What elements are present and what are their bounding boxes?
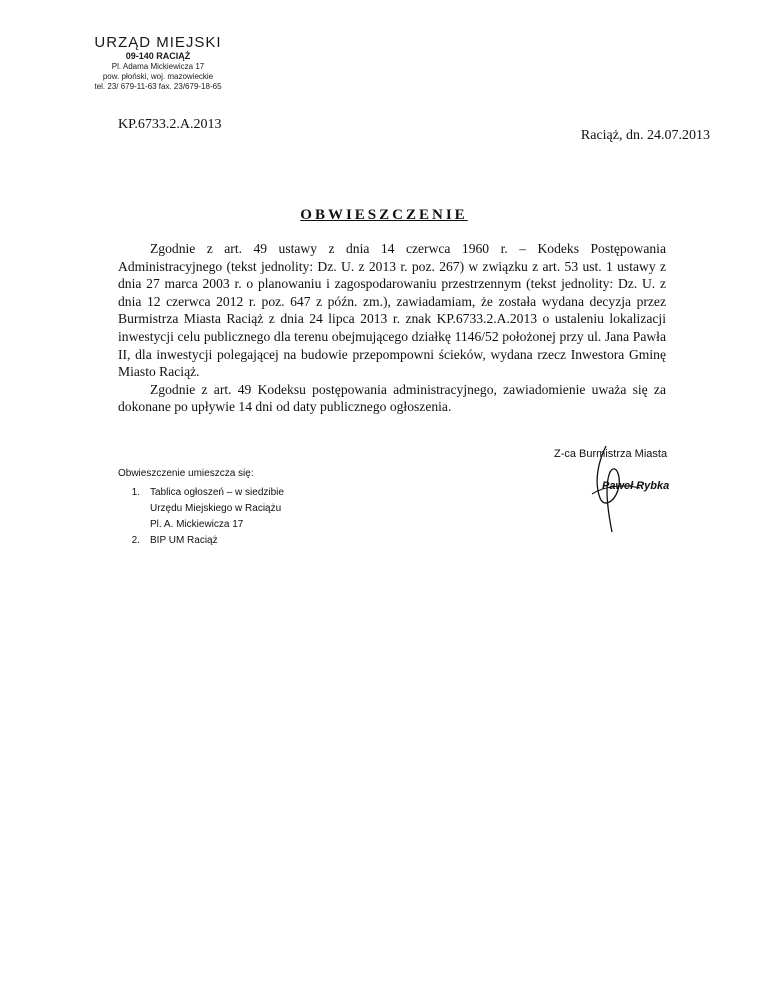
stamp-title: URZĄD MIEJSKI — [94, 34, 222, 51]
list-item — [118, 533, 378, 549]
place-date: Raciąż, dn. 24.07.2013 — [580, 128, 710, 143]
body-paragraph-1: Zgodnie z art. 49 ustawy z dnia 14 czerwca 1960 r. – Kodeks Postępowania Administracyjnego (tekst jednolity: Dz. U. z 2013 r. poz. 267) w związku z art. 53 ust. 1 ustawy z dnia 27 marca 2003 r. o planowaniu i zagospodarowaniu przestrzennym (tekst jednolity: Dz. U. z dnia 12 czerwca 2012 r. poz. 647 z późn. zm.), zawiadamiam, że została wydana decyzja przez Burmistrza Miasta Raciąż z dnia 24 lipca 2013 r. znak KP.6733.2.A.2013 o ustaleniu lokalizacji inwestycji celu publicznego dla terenu obejmującego działkę 1146/52 położonej przy ul. Jana Pawła II, dla inwestycji polegającej na budowie przepompowni ścieków, wydana rzecz Inwestora Gminę Miasto Raciąż. — [118, 241, 666, 380]
list-item-text: Pl. A. Mickiewicza 17 — [150, 519, 244, 530]
handwritten-signature-icon — [584, 442, 644, 542]
document-heading: OBWIESZCZENIE — [300, 207, 468, 223]
stamp-zip-city: 09-140 RACIĄŻ — [125, 51, 191, 61]
list-item-number: 1. — [131, 487, 140, 498]
list-item-text: BIP UM Raciąż — [150, 535, 218, 546]
notice-title: Obwieszczenie umieszcza się: — [118, 468, 254, 479]
signatory-title: Z-ca Burmistrza Miasta — [554, 448, 668, 460]
list-item-text: Tablica ogłoszeń – w siedzibie — [150, 487, 284, 498]
reference-number: KP.6733.2.A.2013 — [118, 117, 222, 132]
stamp-district: pow. płoński, woj. mazowieckie — [102, 72, 214, 81]
list-item — [118, 485, 378, 501]
list-item-number: 2. — [131, 535, 140, 546]
notice-locations — [118, 466, 378, 549]
stamp-street: Pl. Adama Mickiewicza 17 — [111, 62, 205, 71]
list-item-text: Urzędu Miejskiego w Raciążu — [150, 503, 282, 514]
body-paragraph-2: Zgodnie z art. 49 Kodeksu postępowania administracyjnego, zawiadomienie uważa się za dokonane po upływie 14 dni od daty publicznego ogłoszenia. — [118, 381, 666, 415]
stamp-phone: tel. 23/ 679-11-63 fax. 23/679-18-65 — [94, 82, 222, 91]
office-stamp — [58, 34, 258, 92]
signatory-name: Paweł Rybka — [602, 480, 670, 492]
document-body — [118, 240, 666, 416]
